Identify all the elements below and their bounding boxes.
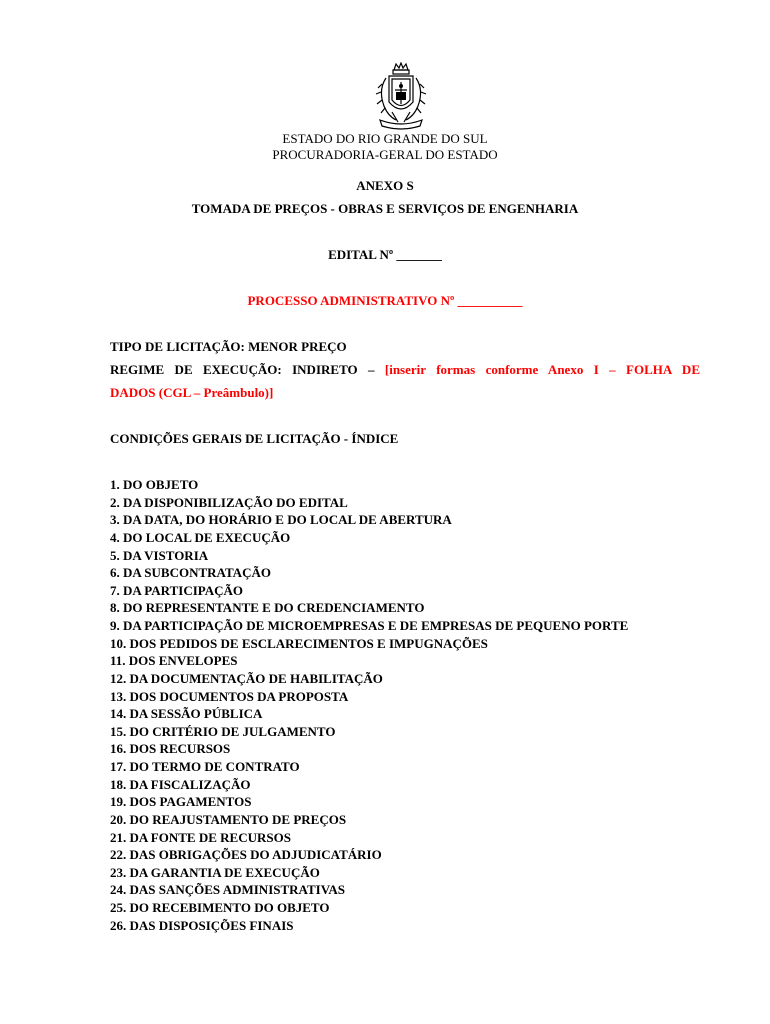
index-item: 7. DA PARTICIPAÇÃO <box>110 582 244 598</box>
index-item: 9. DA PARTICIPAÇÃO DE MICROEMPRESAS E DE EMPRESAS DE PEQUENO PORTE <box>110 618 629 633</box>
index-item: 6. DA SUBCONTRATAÇÃO <box>110 565 271 581</box>
regime-note: [inserir formas conforme Anexo I – FOLHA DE <box>384 362 700 377</box>
index-item: 22. DAS OBRIGAÇÕES DO ADJUDICATÁRIO <box>110 847 382 863</box>
index-item: 19. DOS PAGAMENTOS <box>110 794 252 810</box>
document-subtitle: TOMADA DE PREÇOS - OBRAS E SERVIÇOS DE ENGENHARIA <box>191 201 579 216</box>
regime-execucao <box>110 362 700 378</box>
regime-note-continued: DADOS (CGL – Preâmbulo)] <box>110 385 274 400</box>
index-item: 20. DO REAJUSTAMENTO DE PREÇOS <box>110 811 347 827</box>
coat-of-arms-icon <box>372 62 430 136</box>
index-item: 16. DOS RECURSOS <box>110 741 231 757</box>
agency-name: PROCURADORIA-GERAL DO ESTADO <box>272 147 498 162</box>
index-item: 8. DO REPRESENTANTE E DO CREDENCIAMENTO <box>110 600 425 616</box>
processo-number: PROCESSO ADMINISTRATIVO Nº __________ <box>247 293 523 308</box>
index-item: 12. DA DOCUMENTAÇÃO DE HABILITAÇÃO <box>110 670 383 686</box>
index-title: CONDIÇÕES GERAIS DE LICITAÇÃO - ÍNDICE <box>110 431 399 446</box>
tipo-licitacao: TIPO DE LICITAÇÃO: MENOR PREÇO <box>110 339 347 354</box>
index-item: 18. DA FISCALIZAÇÃO <box>110 776 251 792</box>
edital-number: EDITAL Nº _______ <box>328 247 442 262</box>
index-item: 26. DAS DISPOSIÇÕES FINAIS <box>110 917 294 933</box>
index-item: 2. DA DISPONIBILIZAÇÃO DO EDITAL <box>110 494 348 510</box>
index-item: 13. DOS DOCUMENTOS DA PROPOSTA <box>110 688 349 704</box>
index-item: 14. DA SESSÃO PÚBLICA <box>110 706 263 722</box>
index-item: 25. DO RECEBIMENTO DO OBJETO <box>110 900 330 915</box>
index-item: 15. DO CRITÉRIO DE JULGAMENTO <box>110 723 336 739</box>
index-list <box>110 476 710 934</box>
state-name: ESTADO DO RIO GRANDE DO SUL <box>282 131 488 146</box>
regime-label: REGIME DE EXECUÇÃO: INDIRETO – <box>110 362 375 377</box>
index-item: 4. DO LOCAL DE EXECUÇÃO <box>110 529 291 545</box>
index-item: 3. DA DATA, DO HORÁRIO E DO LOCAL DE ABERTURA <box>110 512 452 528</box>
annex-title: ANEXO S <box>356 178 414 193</box>
index-item: 11. DOS ENVELOPES <box>110 653 238 669</box>
index-item: 5. DA VISTORIA <box>110 547 209 563</box>
index-item: 24. DAS SANÇÕES ADMINISTRATIVAS <box>110 882 346 898</box>
index-item: 23. DA GARANTIA DE EXECUÇÃO <box>110 864 320 880</box>
index-item: 1. DO OBJETO <box>110 477 199 492</box>
index-item: 17. DO TERMO DE CONTRATO <box>110 759 300 774</box>
index-item: 10. DOS PEDIDOS DE ESCLARECIMENTOS E IMPUGNAÇÕES <box>110 635 488 651</box>
index-item: 21. DA FONTE DE RECURSOS <box>110 829 291 845</box>
